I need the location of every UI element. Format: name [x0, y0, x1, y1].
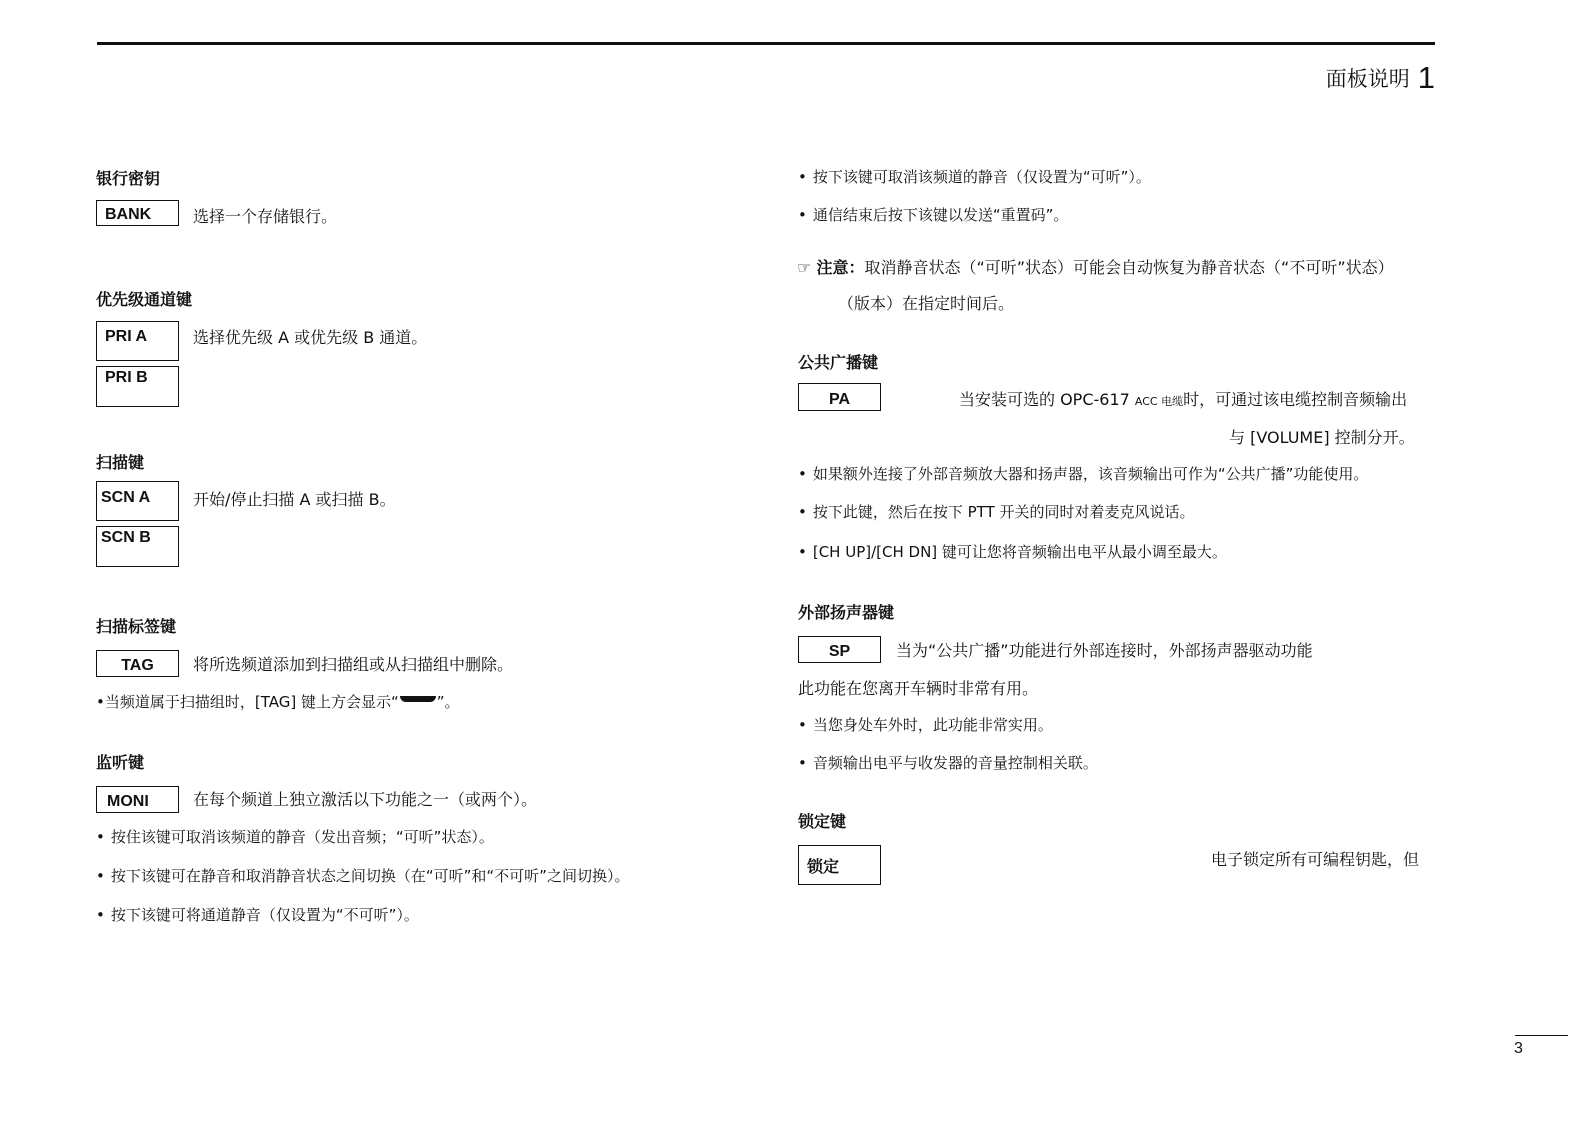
monitor-desc: 在每个频道上独立激活以下功能之一（或两个）。	[193, 790, 538, 809]
scn-a-key: SCN A	[96, 481, 179, 521]
pa-desc-line-2: 与 [VOLUME] 控制分开。	[1229, 428, 1415, 447]
pri-a-key: PRI A	[96, 321, 179, 361]
pa-bullet-2: • 按下此键，然后在按下 PTT 开关的同时对着麦克风说话。	[798, 501, 1195, 522]
pa-desc: 当安装可选的 OPC-617 ACC 电缆时，可通过该电缆控制音频输出	[959, 390, 1408, 409]
sp-desc-line-2: 此功能在您离开车辆时非常有用。	[798, 679, 1039, 698]
priority-desc: 选择优先级 A 或优先级 B 通道。	[193, 328, 428, 347]
moni-key: MONI	[96, 786, 179, 813]
scan-desc: 开始/停止扫描 A 或扫描 B。	[193, 490, 396, 509]
priority-heading: 优先级通道键	[96, 290, 193, 309]
monitor-heading: 监听键	[96, 753, 145, 772]
lock-heading: 锁定键	[798, 812, 847, 831]
sp-heading: 外部扬声器键	[798, 603, 895, 622]
page-number: 3	[1514, 1040, 1523, 1057]
monitor-bullet-1: • 按住该键可取消该频道的静音（发出音频；“可听”状态）。	[96, 826, 494, 847]
tag-note: •当频道属于扫描组时，[TAG] 键上方会显示“ ”。	[96, 693, 460, 711]
page-header	[1326, 60, 1435, 96]
pa-key: PA	[798, 383, 881, 411]
lock-key: 锁定	[798, 845, 881, 885]
monitor-cont-bullet-2: • 通信结束后按下该键以发送“重置码”。	[798, 204, 1068, 225]
pointing-hand-icon: ☞	[797, 258, 817, 277]
header-title: 面板说明	[1325, 67, 1410, 91]
pri-b-key: PRI B	[96, 366, 179, 407]
bank-key: BANK	[96, 200, 179, 226]
lock-desc: 电子锁定所有可编程钥匙，但	[1211, 850, 1420, 869]
pa-heading: 公共广播键	[798, 353, 879, 372]
tag-desc: 将所选频道添加到扫描组或从扫描组中删除。	[193, 655, 514, 674]
scan-heading: 扫描键	[96, 453, 145, 472]
note-line-1: ☞ 注意：取消静音状态（“可听”状态）可能会自动恢复为静音状态（“不可听”状态）	[797, 258, 1394, 277]
sp-desc: 当为“公共广播”功能进行外部连接时，外部扬声器驱动功能	[896, 641, 1313, 660]
sp-key: SP	[798, 636, 881, 663]
pa-bullet-3: • [CH UP]/[CH DN] 键可让您将音频输出电平从最小调至最大。	[798, 541, 1227, 562]
bank-heading: 银行密钥	[96, 169, 161, 188]
sp-bullet-2: • 音频输出电平与收发器的音量控制相关联。	[798, 752, 1098, 773]
note-label: 注意：	[816, 258, 865, 277]
monitor-bullet-2: • 按下该键可在静音和取消静音状态之间切换（在“可听”和“不可听”之间切换）。	[96, 865, 629, 886]
top-rule	[97, 42, 1435, 45]
tag-indicator-icon	[400, 696, 436, 702]
monitor-cont-bullet-1: • 按下该键可取消该频道的静音（仅设置为“可听”）。	[798, 166, 1151, 187]
scn-b-key: SCN B	[96, 526, 179, 567]
sp-bullet-1: • 当您身处车外时，此功能非常实用。	[798, 714, 1053, 735]
tag-key: TAG	[96, 650, 179, 677]
bank-desc: 选择一个存储银行。	[193, 207, 338, 226]
pa-bullet-1: • 如果额外连接了外部音频放大器和扬声器，该音频输出可作为“公共广播”功能使用。	[798, 463, 1368, 484]
monitor-bullet-3: • 按下该键可将通道静音（仅设置为“不可听”）。	[96, 904, 419, 925]
tag-heading: 扫描标签键	[96, 617, 177, 636]
note-line-2: （版本）在指定时间后。	[838, 294, 1015, 313]
chapter-number: 1	[1417, 60, 1435, 95]
footer-rule	[1515, 1035, 1568, 1036]
